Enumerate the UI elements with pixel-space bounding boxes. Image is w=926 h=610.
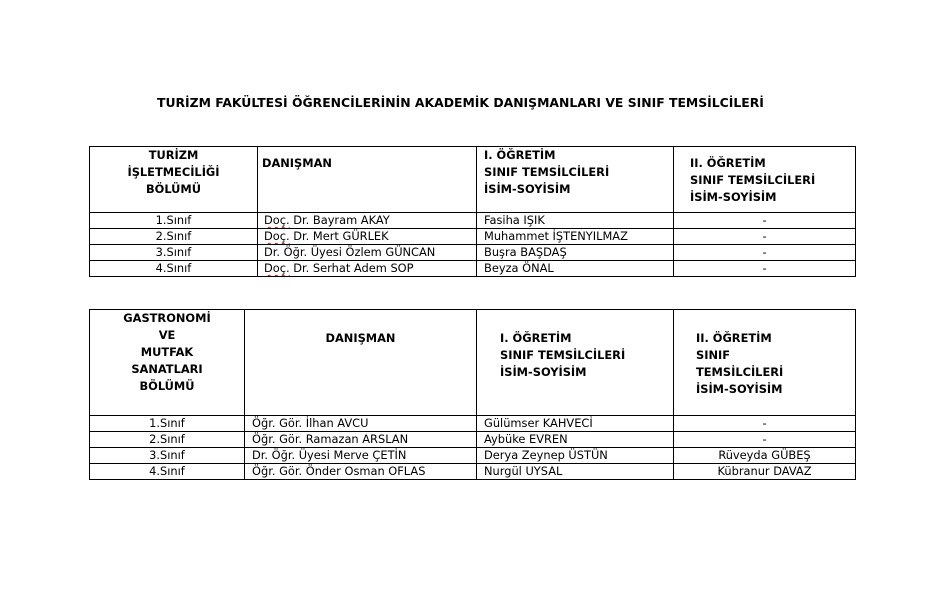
title-abbrev: Doç.	[264, 213, 290, 227]
department-header: GASTRONOMİ VE MUTFAK SANATLARI BÖLÜMÜ	[90, 310, 245, 416]
advisor-cell	[258, 213, 477, 229]
table-row	[90, 432, 856, 448]
rep1-cell: Beyza ÖNAL	[477, 261, 674, 277]
class-cell: 3.Sınıf	[90, 448, 245, 464]
second-shift-header: II. ÖĞRETİM SINIF TEMSİLCİLERİ İSİM-SOYİSİM	[674, 147, 856, 213]
table-row	[90, 464, 856, 480]
table-row	[90, 261, 856, 277]
advisor-header: DANIŞMAN	[245, 310, 477, 416]
tourism-management-table	[89, 146, 856, 277]
gastronomy-table	[89, 309, 856, 480]
table-row	[90, 213, 856, 229]
rep1-cell: Muhammet İŞTENYILMAZ	[477, 229, 674, 245]
rep1-cell: Nurgül UYSAL	[477, 464, 674, 480]
table-row	[90, 245, 856, 261]
rep2-cell: -	[674, 229, 856, 245]
class-cell: 1.Sınıf	[90, 416, 245, 432]
advisor-name: Dr. Bayram AKAY	[289, 213, 390, 227]
rep2-cell: -	[674, 416, 856, 432]
advisor-name: Dr. Serhat Adem SOP	[289, 261, 414, 275]
advisor-cell	[258, 229, 477, 245]
table-row	[90, 229, 856, 245]
table-header-row	[90, 310, 856, 416]
advisor-header: DANIŞMAN	[258, 147, 477, 213]
class-cell: 2.Sınıf	[90, 229, 258, 245]
rep2-cell: Rüveyda GÜBEŞ	[674, 448, 856, 464]
rep1-cell: Aybüke EVREN	[477, 432, 674, 448]
table-row	[90, 448, 856, 464]
class-cell: 3.Sınıf	[90, 245, 258, 261]
rep2-cell: -	[674, 432, 856, 448]
class-cell: 4.Sınıf	[90, 464, 245, 480]
title-abbrev: Doç.	[264, 229, 290, 243]
table-row	[90, 416, 856, 432]
rep1-cell: Derya Zeynep ÜSTÜN	[477, 448, 674, 464]
rep1-cell: Fasiha IŞIK	[477, 213, 674, 229]
rep2-cell: Kübranur DAVAZ	[674, 464, 856, 480]
advisor-cell: Öğr. Gör. Önder Osman OFLAS	[245, 464, 477, 480]
advisor-name: Dr. Mert GÜRLEK	[289, 229, 389, 243]
second-shift-header: II. ÖĞRETİM SINIF TEMSİLCİLERİ İSİM-SOYİSİM	[674, 310, 856, 416]
rep2-cell: -	[674, 261, 856, 277]
advisor-cell: Öğr. Gör. İlhan AVCU	[245, 416, 477, 432]
table-header-row	[90, 147, 856, 213]
rep1-cell: Gülümser KAHVECİ	[477, 416, 674, 432]
rep2-cell: -	[674, 213, 856, 229]
first-shift-header: I. ÖĞRETİM SINIF TEMSİLCİLERİ İSİM-SOYİSİM	[477, 310, 674, 416]
advisor-cell: Dr. Öğr. Üyesi Merve ÇETİN	[245, 448, 477, 464]
first-shift-header: I. ÖĞRETİM SINIF TEMSİLCİLERİ İSİM-SOYİSİM	[477, 147, 674, 213]
class-cell: 1.Sınıf	[90, 213, 258, 229]
title-abbrev: Doç.	[264, 261, 290, 275]
advisor-cell: Öğr. Gör. Ramazan ARSLAN	[245, 432, 477, 448]
document-title: TURİZM FAKÜLTESİ ÖĞRENCİLERİNİN AKADEMİK DANIŞMANLARI VE SINIF TEMSİLCİLERİ	[157, 95, 764, 110]
rep2-cell: -	[674, 245, 856, 261]
department-header: TURİZM İŞLETMECİLİĞİ BÖLÜMÜ	[90, 147, 258, 213]
advisor-cell	[258, 261, 477, 277]
rep1-cell: Buşra BAŞDAŞ	[477, 245, 674, 261]
class-cell: 4.Sınıf	[90, 261, 258, 277]
class-cell: 2.Sınıf	[90, 432, 245, 448]
advisor-cell: Dr. Öğr. Üyesi Özlem GÜNCAN	[258, 245, 477, 261]
